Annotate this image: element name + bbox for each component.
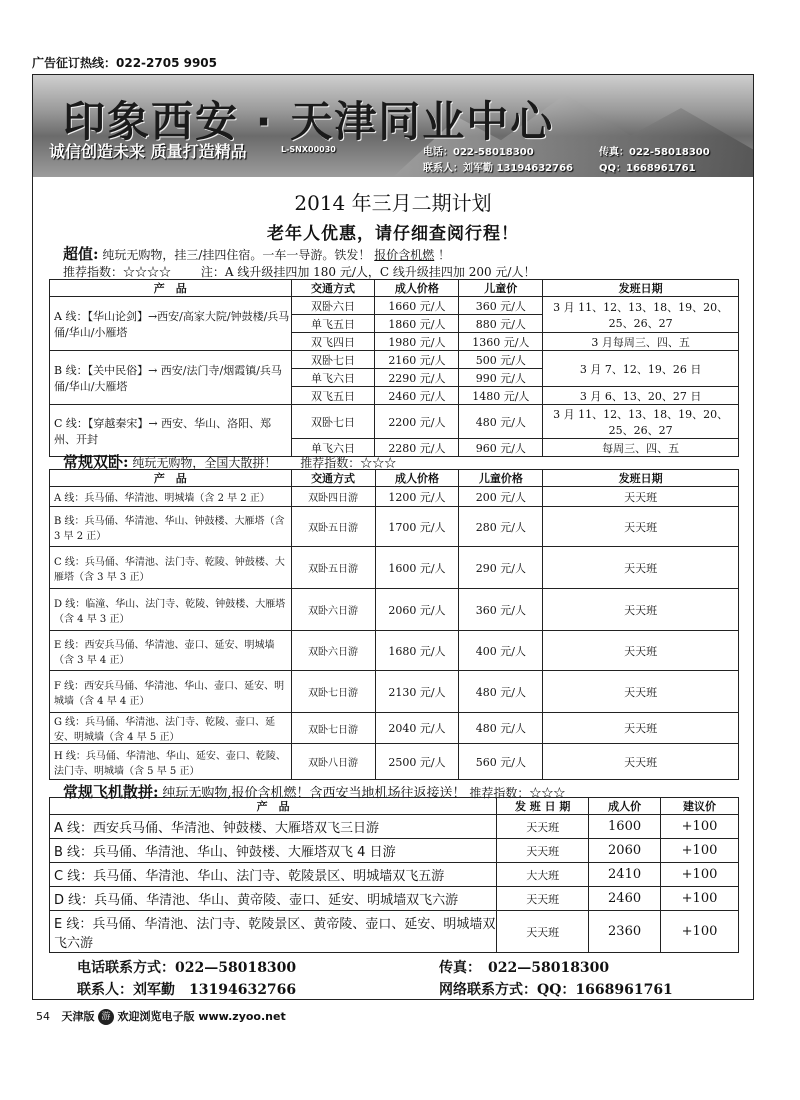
route-name: C 线：【穿越秦宋】→ 西安、华山、洛阳、郑州、开封 — [50, 405, 292, 457]
section1-desc: 纯玩无购物，挂三/挂四住宿。一车一导游。铁发！ — [102, 248, 371, 262]
suggested-price: +100 — [661, 887, 739, 911]
header-adult: 成人价 — [589, 798, 661, 815]
table-row — [50, 589, 739, 631]
child-price: 960 元/人 — [459, 439, 543, 457]
departure-dates: 天天班 — [543, 631, 739, 671]
route-name: C 线：兵马俑、华清池、华山、法门寺、乾陵景区、明城墙双飞五游 — [50, 863, 497, 887]
child-price: 880 元/人 — [459, 315, 543, 333]
table-row — [50, 713, 739, 744]
header-dates: 发班日期 — [543, 470, 739, 487]
transport-mode: 双卧六日游 — [291, 589, 375, 631]
departure-dates: 天天班 — [497, 887, 589, 911]
adult-price: 1680 元/人 — [375, 631, 459, 671]
transport-mode: 双飞五日 — [291, 387, 375, 405]
adult-price: 2060 — [589, 839, 661, 863]
child-price: 1360 元/人 — [459, 333, 543, 351]
departure-dates: 大大班 — [497, 863, 589, 887]
child-price: 560 元/人 — [459, 744, 543, 780]
banner — [33, 75, 753, 177]
route-name: E 线：西安兵马俑、华清池、壶口、延安、明城墙（含 3 早 4 正） — [50, 631, 292, 671]
child-price: 500 元/人 — [459, 351, 543, 369]
section1-upgrade-note: 注：A 线升级挂四加 180 元/人，C 线升级挂四加 200 元/人！ — [200, 265, 536, 279]
departure-dates: 天天班 — [543, 744, 739, 780]
adult-price: 2160 元/人 — [375, 351, 459, 369]
header-adult: 成人价格 — [375, 470, 459, 487]
adult-price: 2410 — [589, 863, 661, 887]
section1-label: 超值: — [63, 245, 99, 263]
table-row — [50, 405, 739, 439]
table-row — [50, 839, 739, 863]
footer-text: 欢迎浏览电子版 www.zyoo.net — [117, 1010, 286, 1023]
header-adult: 成人价格 — [375, 280, 459, 297]
header-dates: 发 班 日 期 — [497, 798, 589, 815]
adult-price: 1660 元/人 — [375, 297, 459, 315]
departure-dates: 天天班 — [543, 547, 739, 589]
section1-price-note: 报价含机燃 — [374, 248, 435, 262]
table-row — [50, 487, 739, 507]
contact-phone: 电话联系方式：022—58018300 — [77, 960, 297, 976]
table-row — [50, 671, 739, 713]
section1-rating-line — [63, 263, 535, 280]
transport-mode: 双卧五日游 — [291, 507, 375, 547]
section3-label: 常规飞机散拼: — [63, 783, 159, 801]
adult-price: 2040 元/人 — [375, 713, 459, 744]
child-price: 200 元/人 — [459, 487, 543, 507]
table-header — [50, 280, 739, 297]
banner-qq: QQ：1668961761 — [599, 163, 696, 174]
contact-person: 联系人：刘军勤 13194632766 — [77, 982, 297, 998]
transport-mode: 双卧六日游 — [291, 631, 375, 671]
departure-dates: 天天班 — [543, 671, 739, 713]
transport-mode: 双卧四日游 — [291, 487, 375, 507]
child-price: 360 元/人 — [459, 297, 543, 315]
departure-dates: 每周三、四、五 — [543, 439, 739, 457]
departure-dates: 3 月 11、12、13、18、19、20、25、26、27 — [543, 297, 739, 333]
table-row — [50, 351, 739, 369]
departure-dates: 天天班 — [543, 713, 739, 744]
adult-price: 2130 元/人 — [375, 671, 459, 713]
section3-rating: 推荐指数：☆☆☆ — [469, 786, 566, 800]
header-suggest: 建议价 — [661, 798, 739, 815]
adult-price: 1980 元/人 — [375, 333, 459, 351]
section2-desc: 纯玩无购物，全国大散拼！ — [132, 456, 277, 470]
header-child: 儿童价格 — [459, 470, 543, 487]
route-name: G 线：兵马俑、华清池、法门寺、乾陵、壶口、延安、明城墙（含 4 早 5 正） — [50, 713, 292, 744]
section1-table — [49, 279, 739, 457]
hotline: 广告征订热线：022-2705 9905 — [32, 56, 218, 70]
table-row — [50, 297, 739, 315]
adult-price: 2280 元/人 — [375, 439, 459, 457]
transport-mode: 双卧五日游 — [291, 547, 375, 589]
plan-title: 2014 年三月二期计划 — [294, 191, 492, 215]
adult-price: 2290 元/人 — [375, 369, 459, 387]
edition-label: 天津版 — [61, 1010, 95, 1023]
section1-excl: ！ — [438, 248, 451, 262]
banner-fax: 传真：022-58018300 — [599, 147, 710, 158]
route-name: A 线：兵马俑、华清池、明城墙（含 2 早 2 正） — [50, 487, 292, 507]
departure-dates: 3 月每周三、四、五 — [543, 333, 739, 351]
transport-mode: 双卧七日游 — [291, 713, 375, 744]
header-product: 产 品 — [50, 470, 292, 487]
route-name: F 线：西安兵马俑、华清池、华山、壶口、延安、明城墙（含 4 早 4 正） — [50, 671, 292, 713]
route-name: B 线：兵马俑、华清池、华山、钟鼓楼、大雁塔（含 3 早 2 正） — [50, 507, 292, 547]
transport-mode: 双卧七日 — [291, 351, 375, 369]
header-child: 儿童价 — [459, 280, 543, 297]
site-logo-icon: 游 — [98, 1009, 114, 1025]
child-price: 480 元/人 — [459, 713, 543, 744]
table-header — [50, 470, 739, 487]
suggested-price: +100 — [661, 839, 739, 863]
table-row — [50, 815, 739, 839]
table-row — [50, 547, 739, 589]
adult-price: 1600 — [589, 815, 661, 839]
transport-mode: 单飞六日 — [291, 439, 375, 457]
route-name: A 线：【华山论剑】→西安/高家大院/钟鼓楼/兵马俑/华山/小雁塔 — [50, 297, 292, 351]
section2-rating: 推荐指数：☆☆☆ — [300, 456, 397, 470]
section1-rating: 推荐指数：☆☆☆☆ — [63, 265, 172, 279]
child-price: 290 元/人 — [459, 547, 543, 589]
child-price: 480 元/人 — [459, 671, 543, 713]
transport-mode: 单飞五日 — [291, 315, 375, 333]
contact-fax: 传真： 022—58018300 — [439, 960, 610, 976]
departure-dates: 天天班 — [497, 839, 589, 863]
route-name: H 线：兵马俑、华清池、华山、延安、壶口、乾陵、法门寺、明城墙（含 5 早 5 正） — [50, 744, 292, 780]
route-name: E 线：兵马俑、华清池、法门寺、乾陵景区、黄帝陵、壶口、延安、明城墙双飞六游 — [50, 911, 497, 953]
header-dates: 发班日期 — [543, 280, 739, 297]
transport-mode: 双卧七日游 — [291, 671, 375, 713]
adult-price: 1860 元/人 — [375, 315, 459, 333]
banner-license: L-SNX00030 — [281, 145, 336, 154]
page-frame — [32, 74, 754, 1000]
banner-title: 印象西安 · 天津同业中心 — [63, 97, 555, 146]
table-header — [50, 798, 739, 815]
banner-slogan: 诚信创造未来 质量打造精品 — [49, 142, 247, 161]
adult-price: 1600 元/人 — [375, 547, 459, 589]
adult-price: 2500 元/人 — [375, 744, 459, 780]
banner-phone: 电话：022-58018300 — [423, 147, 534, 158]
departure-dates: 天天班 — [543, 487, 739, 507]
table-row — [50, 744, 739, 780]
transport-mode: 双卧七日 — [291, 405, 375, 439]
adult-price: 2360 — [589, 911, 661, 953]
route-name: C 线：兵马俑、华清池、法门寺、乾陵、钟鼓楼、大雁塔（含 3 早 3 正） — [50, 547, 292, 589]
route-name: D 线：临潼、华山、法门寺、乾陵、钟鼓楼、大雁塔（含 4 早 3 正） — [50, 589, 292, 631]
adult-price: 2460 元/人 — [375, 387, 459, 405]
transport-mode: 单飞六日 — [291, 369, 375, 387]
contact-web: 网络联系方式：QQ：1668961761 — [439, 982, 673, 998]
page-footer — [36, 1008, 286, 1025]
banner-contact: 联系人：刘军勤 13194632766 — [423, 163, 574, 174]
child-price: 280 元/人 — [459, 507, 543, 547]
header-mode: 交通方式 — [291, 280, 375, 297]
suggested-price: +100 — [661, 863, 739, 887]
transport-mode: 双卧八日游 — [291, 744, 375, 780]
adult-price: 1700 元/人 — [375, 507, 459, 547]
header-product: 产 品 — [50, 280, 292, 297]
child-price: 400 元/人 — [459, 631, 543, 671]
section2-label: 常规双卧: — [63, 453, 129, 471]
child-price: 480 元/人 — [459, 405, 543, 439]
table-row — [50, 507, 739, 547]
route-name: B 线：兵马俑、华清池、华山、钟鼓楼、大雁塔双飞 4 日游 — [50, 839, 497, 863]
route-name: D 线：兵马俑、华清池、华山、黄帝陵、壶口、延安、明城墙双飞六游 — [50, 887, 497, 911]
route-name: B 线：【关中民俗】→ 西安/法门寺/烟霞镇/兵马俑/华山/大雁塔 — [50, 351, 292, 405]
suggested-price: +100 — [661, 911, 739, 953]
section1-intro — [63, 243, 450, 264]
adult-price: 2460 — [589, 887, 661, 911]
route-name: A 线：西安兵马俑、华清池、钟鼓楼、大雁塔双飞三日游 — [50, 815, 497, 839]
section3-table — [49, 797, 739, 953]
table-row — [50, 911, 739, 953]
departure-dates: 天天班 — [497, 815, 589, 839]
section3-desc: 纯玩无购物,报价含机燃！含西安当地机场往返接送！ — [162, 786, 466, 801]
header-mode: 交通方式 — [291, 470, 375, 487]
table-row — [50, 631, 739, 671]
adult-price: 2200 元/人 — [375, 405, 459, 439]
transport-mode: 双飞四日 — [291, 333, 375, 351]
adult-price: 2060 元/人 — [375, 589, 459, 631]
page-number: 54 — [36, 1010, 50, 1023]
child-price: 360 元/人 — [459, 589, 543, 631]
departure-dates: 3 月 6、13、20、27 日 — [543, 387, 739, 405]
adult-price: 1200 元/人 — [375, 487, 459, 507]
subtitle: 老年人优惠，请仔细查阅行程！ — [267, 224, 519, 244]
section2-table — [49, 469, 739, 780]
table-row — [50, 887, 739, 911]
departure-dates: 天天班 — [543, 507, 739, 547]
transport-mode: 双卧六日 — [291, 297, 375, 315]
departure-dates: 3 月 11、12、13、18、19、20、25、26、27 — [543, 405, 739, 439]
child-price: 990 元/人 — [459, 369, 543, 387]
departure-dates: 3 月 7、12、19、26 日 — [543, 351, 739, 387]
suggested-price: +100 — [661, 815, 739, 839]
departure-dates: 天天班 — [497, 911, 589, 953]
child-price: 1480 元/人 — [459, 387, 543, 405]
departure-dates: 天天班 — [543, 589, 739, 631]
header-product: 产 品 — [50, 798, 497, 815]
table-row — [50, 863, 739, 887]
